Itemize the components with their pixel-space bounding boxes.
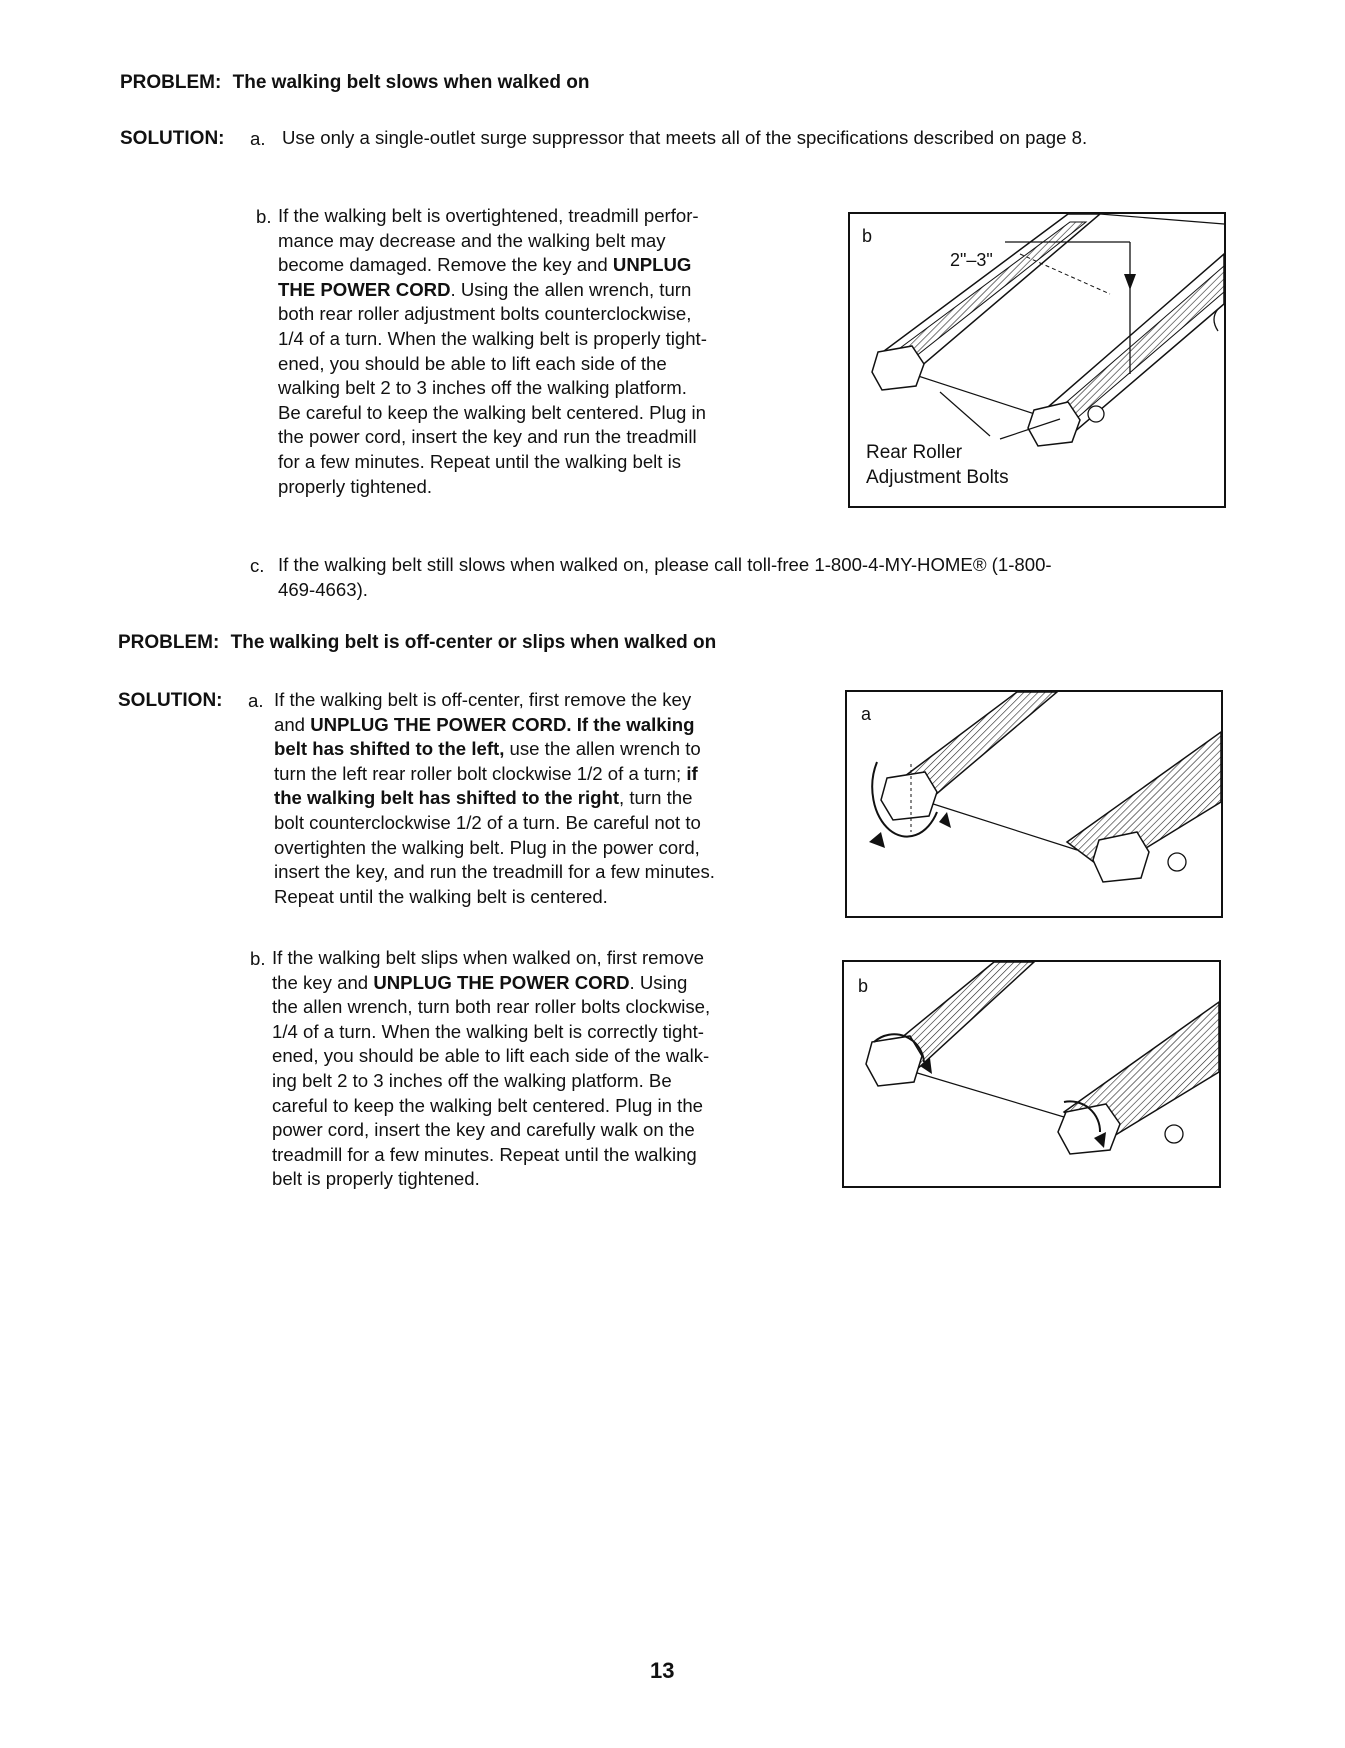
problem-heading-1 bbox=[120, 72, 589, 94]
figure-belt-tightening bbox=[842, 960, 1221, 1188]
solution-2b-text: If the walking belt slips when walked on, first remove the key and UNPLUG THE POWER CORD. Using the allen wrench, turn both rear roller bolts clockwise, 1/4 of a turn. When the walking belt is correctly tight- ened, you should be able to lift each side of the walk- ing belt 2 to 3 inches off the walking platform. Be careful to keep the walking belt centered. Plug in the power cord, insert the key and carefully walk on the treadmill for a few minutes. Repeat until the walking belt is properly tightened. bbox=[272, 947, 711, 1190]
solution-b-text: If the walking belt is overtightened, treadmill perfor- mance may decrease and the walking belt may become damaged. Remove the key and UNPLUG THE POWER CORD. Using the allen wrench, turn both rear roller adjustment bolts counterclockwise, 1/4 of a turn. When the walking belt is properly tight- ened, you should be able to lift each side of the walking belt 2 to 3 inches off the walking platform. Be careful to keep the walking belt centered. Plug in the power cord, insert the key and run the treadmill for a few minutes. Repeat until the walking belt is properly tightened. bbox=[278, 205, 707, 497]
solution-a-letter: a. bbox=[250, 128, 266, 149]
problem-title: The walking belt slows when walked on bbox=[232, 72, 590, 93]
problem-label: PROBLEM: bbox=[118, 632, 220, 653]
figure-letter: b bbox=[858, 976, 869, 996]
figure-letter: b bbox=[862, 226, 873, 246]
problem-heading-2 bbox=[118, 632, 716, 654]
figure-rear-roller-adjustment bbox=[848, 212, 1226, 508]
solution-a-letter: a. bbox=[248, 690, 264, 711]
solution-label: SOLUTION: bbox=[120, 128, 225, 149]
figure-letter: a bbox=[861, 704, 872, 724]
solution-2a-text: If the walking belt is off-center, first remove the key and UNPLUG THE POWER CORD. If the walking belt has shifted to the left, use the allen wrench to turn the left rear roller bolt clockwise 1/2 of a turn; if the walking belt has shifted to the right, turn the bolt counterclockwise 1/2 of a turn. Be careful not to overtighten the walking belt. Plug in the power cord, insert the key, and run the treadmill for a few minutes. Repeat until the walking belt is centered. bbox=[274, 689, 715, 907]
solution-a-text: Use only a single-outlet surge suppressor that meets all of the specifications described on page 8. bbox=[282, 127, 1088, 148]
page-number: 13 bbox=[650, 1658, 675, 1683]
solution-label: SOLUTION: bbox=[118, 690, 223, 711]
solution-c-letter: c. bbox=[250, 555, 265, 576]
treadmill-tightening-illustration bbox=[844, 962, 1219, 1186]
callout-adjustment-bolts: Adjustment Bolts bbox=[866, 467, 1009, 488]
problem-label: PROBLEM: bbox=[120, 72, 222, 93]
treadmill-centering-illustration bbox=[847, 692, 1221, 916]
solution-b-letter: b. bbox=[256, 206, 272, 227]
callout-rear-roller: Rear Roller bbox=[866, 442, 963, 463]
figure-belt-centering bbox=[845, 690, 1223, 918]
problem-title: The walking belt is off-center or slips when walked on bbox=[230, 632, 717, 653]
solution-b-letter: b. bbox=[250, 948, 266, 969]
dimension-label: 2"–3" bbox=[950, 250, 993, 270]
solution-c-text: If the walking belt still slows when walked on, please call toll-free 1-800-4-MY-HOME® (1-800- 469-4663). bbox=[278, 554, 1052, 600]
